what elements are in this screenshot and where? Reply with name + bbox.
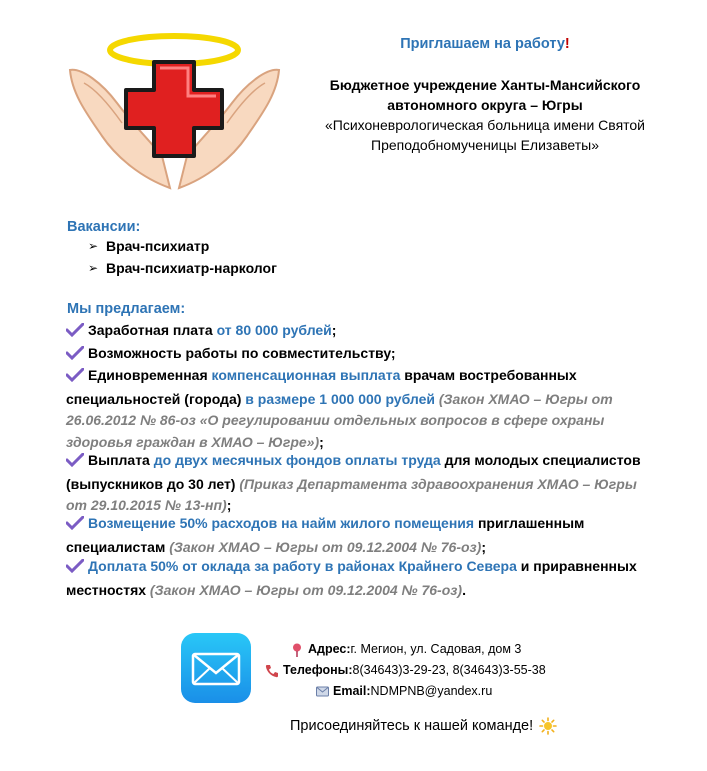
offer-item-salary: Заработная плата от 80 000 рублей; [66, 320, 676, 344]
email-icon [314, 686, 330, 697]
org-name-line2: автономного округа – Югры [387, 97, 583, 113]
checkmark-icon [66, 452, 88, 474]
vacancy-item: ➢ Врач-психиатр [88, 238, 210, 254]
invite-heading: Приглашаем на работу! [400, 36, 570, 52]
checkmark-icon [66, 515, 88, 537]
phone-icon [264, 664, 280, 678]
org-name-line4: Преподобномученицы Елизаветы» [371, 137, 599, 153]
offer-title: Мы предлагаем: [67, 301, 186, 317]
arrow-bullet-icon: ➢ [88, 239, 99, 253]
phones-row: Телефоны: 8(34643)3-29-23, 8(34643)3-55-38 [264, 660, 546, 681]
sun-icon [539, 717, 557, 735]
contacts [264, 639, 546, 702]
address-row: Адрес: г. Мегион, ул. Садовая, дом 3 [289, 639, 546, 660]
header [300, 34, 670, 155]
org-name-line3: «Психоневрологическая больница имени Святой [324, 117, 646, 133]
offer-item-part-time: Возможность работы по совместительству; [66, 343, 676, 367]
checkmark-icon [66, 367, 88, 389]
vacancy-item: ➢ Врач-психиатр-нарколог [88, 260, 277, 276]
org-name-line1: Бюджетное учреждение Ханты-Мансийского [329, 77, 641, 93]
checkmark-icon [66, 322, 88, 344]
arrow-bullet-icon: ➢ [88, 261, 99, 275]
pin-icon [289, 643, 305, 657]
hands-cross-logo [62, 28, 287, 193]
join-team: Присоединяйтесь к нашей команде! [290, 717, 557, 735]
checkmark-icon [66, 345, 88, 367]
envelope-icon [181, 633, 251, 703]
email-row: Email: NDMPNB@yandex.ru [314, 681, 546, 702]
offer-item-housing: Возмещение 50% расходов на найм жилого помещения приглашенным специалистам (Закон ХМАО – Югры от 09.12.2004 № 76-оз); [66, 515, 585, 555]
offer-item-north-bonus: Доплата 50% от оклада за работу в районах Крайнего Севера и приравненных местностях (Закон ХМАО – Югры от 09.12.2004 № 76-оз). [66, 558, 637, 598]
offer-item-compensation: Единовременная компенсационная выплата врачам востребованных специальностей (города) в размере 1 000 000 рублей (Закон ХМАО – Югры от 26.06.2012 № 86-оз «О регулировании отдельных вопросов в сфере охраны здоровья граждан в ХМАО – Югре»); [66, 367, 613, 450]
vacancies-title: Вакансии: [67, 219, 141, 235]
email-link[interactable]: NDMPNB@yandex.ru [370, 684, 493, 698]
offer-item-young-specialists: Выплата до двух месячных фондов оплаты труда для молодых специалистов (выпускников до 30 лет) (Приказ Департамента здравоохранения ХМАО – Югры от 29.10.2015 № 13-нп); [66, 452, 641, 513]
checkmark-icon [66, 558, 88, 580]
